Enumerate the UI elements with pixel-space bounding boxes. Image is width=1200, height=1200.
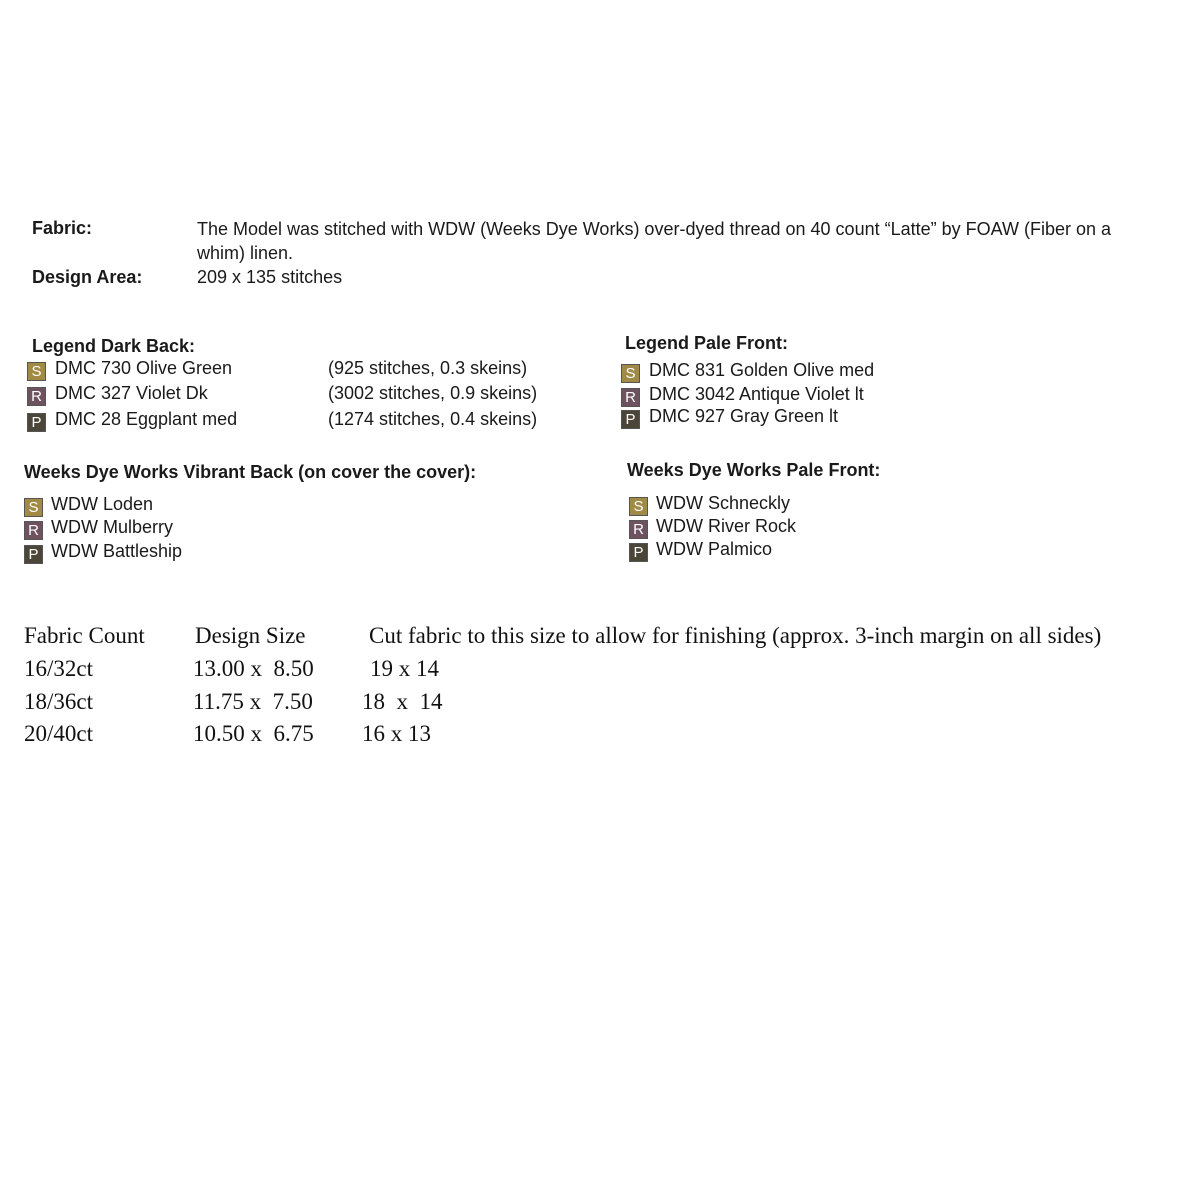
- legend-item: [24, 516, 173, 540]
- design-area-value: 209 x 135 stitches: [197, 267, 343, 287]
- stitch-count: (3002 stitches, 0.9 skeins): [328, 383, 538, 403]
- thread-name: DMC 327 Violet Dk: [55, 383, 208, 403]
- fabric-label: Fabric:: [32, 218, 93, 238]
- legend-dark-back-title: Legend Dark Back:: [32, 336, 196, 356]
- thread-name: DMC 927 Gray Green lt: [649, 406, 839, 426]
- table-cell-design-size: 11.75 x 7.50: [193, 689, 313, 714]
- symbol-p-swatch: P: [621, 410, 640, 429]
- table-cell-cut-size: 18 x 14: [362, 689, 443, 714]
- legend-item: [27, 408, 237, 432]
- design-area-label: Design Area:: [32, 267, 143, 287]
- legend-item: [629, 492, 790, 516]
- thread-name: DMC 730 Olive Green: [55, 358, 233, 378]
- symbol-r-swatch: R: [629, 520, 648, 539]
- symbol-r-swatch: R: [24, 521, 43, 540]
- stitch-count: (925 stitches, 0.3 skeins): [328, 358, 528, 378]
- table-cell-cut-size: 16 x 13: [362, 721, 431, 746]
- table-cell-fabric-count: 16/32ct: [24, 656, 93, 681]
- fabric-description-line1: The Model was stitched with WDW (Weeks Dye Works) over-dyed thread on 40 count “Latte” by FOAW (Fiber on a: [197, 219, 1111, 239]
- thread-name: DMC 831 Golden Olive med: [649, 360, 875, 380]
- table-cell-fabric-count: 18/36ct: [24, 689, 93, 714]
- symbol-r-swatch: R: [27, 387, 46, 406]
- symbol-s-swatch: S: [621, 364, 640, 383]
- symbol-s-swatch: S: [629, 497, 648, 516]
- thread-name: WDW Palmico: [656, 539, 772, 559]
- table-cell-design-size: 10.50 x 6.75: [193, 721, 314, 746]
- legend-pale-front-title: Legend Pale Front:: [625, 333, 789, 353]
- thread-name: DMC 3042 Antique Violet lt: [649, 384, 864, 404]
- stitch-count: (1274 stitches, 0.4 skeins): [328, 409, 538, 429]
- symbol-p-swatch: P: [629, 543, 648, 562]
- fabric-description-line2: whim) linen.: [197, 243, 294, 263]
- thread-name: WDW Mulberry: [51, 517, 173, 537]
- table-header-fabric-count: Fabric Count: [24, 623, 145, 648]
- legend-item: [24, 540, 182, 564]
- legend-item: [621, 359, 874, 383]
- legend-item: [27, 382, 208, 406]
- table-cell-cut-size: 19 x 14: [370, 656, 439, 681]
- table-header-cut-size: Cut fabric to this size to allow for finishing (approx. 3-inch margin on all sides): [369, 623, 1102, 648]
- thread-name: WDW River Rock: [656, 516, 796, 536]
- symbol-p-swatch: P: [27, 413, 46, 432]
- table-cell-fabric-count: 20/40ct: [24, 721, 93, 746]
- symbol-p-swatch: P: [24, 545, 43, 564]
- thread-name: WDW Loden: [51, 494, 154, 514]
- legend-item: [621, 405, 838, 429]
- symbol-s-swatch: S: [24, 498, 43, 517]
- symbol-s-swatch: S: [27, 362, 46, 381]
- legend-item: [24, 493, 153, 517]
- legend-item: [621, 383, 864, 407]
- table-cell-design-size: 13.00 x 8.50: [193, 656, 314, 681]
- legend-item: [27, 357, 232, 381]
- thread-name: WDW Schneckly: [656, 493, 791, 513]
- legend-item: [629, 538, 772, 562]
- wdw-vibrant-back-title: Weeks Dye Works Vibrant Back (on cover the cover):: [24, 462, 477, 482]
- thread-name: WDW Battleship: [51, 541, 183, 561]
- thread-name: DMC 28 Eggplant med: [55, 409, 238, 429]
- legend-item: [629, 515, 796, 539]
- symbol-r-swatch: R: [621, 388, 640, 407]
- table-header-design-size: Design Size: [195, 623, 306, 648]
- wdw-pale-front-title: Weeks Dye Works Pale Front:: [627, 460, 881, 480]
